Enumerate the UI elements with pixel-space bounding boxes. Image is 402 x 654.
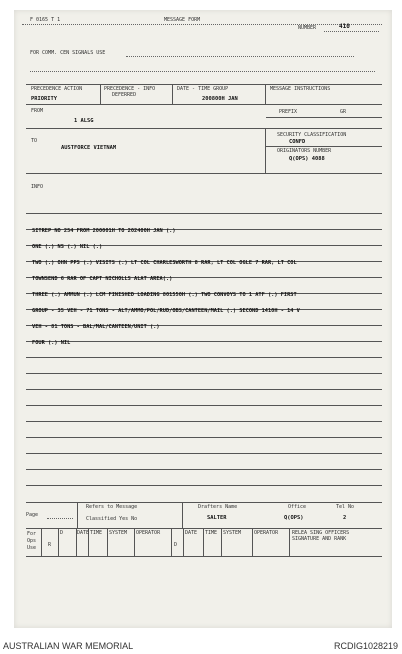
ops-d1-label: D bbox=[60, 530, 64, 536]
ops-col-div bbox=[203, 528, 204, 556]
message-rule bbox=[26, 373, 382, 374]
security-box-left bbox=[265, 128, 266, 173]
footer-credit: AUSTRALIAN WAR MEMORIAL bbox=[3, 641, 134, 651]
drafters-value: SALTER bbox=[207, 515, 227, 521]
message-line-2: ONE (.) NS (.) NIL (.) bbox=[32, 244, 103, 250]
page-label: Page bbox=[26, 512, 39, 518]
drafters-label: Drafters Name bbox=[198, 504, 238, 510]
row3-top-rule bbox=[26, 128, 382, 129]
message-instructions-label: MESSAGE INSTRUCTIONS bbox=[270, 86, 331, 92]
row2-top-rule bbox=[26, 104, 382, 105]
ops-table-top-rule bbox=[26, 528, 382, 529]
footer-record-id: RCDIG1028219 bbox=[333, 641, 398, 651]
precedence-info-label: PRECEDENCE - INFO bbox=[104, 86, 156, 92]
ops-col-date-1: DATE bbox=[77, 530, 90, 536]
bottom-divider-1 bbox=[77, 502, 78, 528]
row1-divider-2 bbox=[172, 84, 173, 104]
row3-bottom-rule bbox=[26, 173, 382, 174]
bottom-top-rule bbox=[26, 502, 382, 503]
ops-d2-label: D bbox=[174, 542, 178, 548]
precedence-action-label: PRECEDENCE ACTION bbox=[31, 86, 83, 92]
ops-col-div bbox=[183, 528, 184, 556]
office-label: Office bbox=[288, 504, 307, 510]
ops-col-operator-2: OPERATOR bbox=[254, 530, 279, 536]
originators-value: Q(OPS) 4088 bbox=[289, 156, 325, 162]
ops-col-div bbox=[171, 528, 172, 556]
number-value: 410 bbox=[339, 23, 350, 30]
ops-col-system-2: SYSTEM bbox=[223, 530, 242, 536]
ops-col-div bbox=[134, 528, 135, 556]
ops-side-label-1: For bbox=[27, 531, 37, 537]
to-value: AUSTFORCE VIETNAM bbox=[61, 145, 117, 151]
message-rule bbox=[26, 421, 382, 422]
originators-label: ORIGINATORS NUMBER bbox=[277, 148, 332, 154]
ops-col-system-1: SYSTEM bbox=[109, 530, 128, 536]
message-line-8: FOUR (.) NIL bbox=[32, 340, 71, 346]
bottom-divider-2 bbox=[182, 502, 183, 528]
message-rule bbox=[26, 469, 382, 470]
precedence-action-value: PRIORITY bbox=[31, 96, 57, 102]
prefix-rule bbox=[266, 117, 382, 118]
tel-label: Tel No bbox=[336, 504, 355, 510]
archive-footer bbox=[0, 640, 402, 654]
ops-col-div bbox=[289, 528, 290, 556]
message-line-1: SITREP NO 254 FROM 200001H TO 202400H JAN (.) bbox=[32, 228, 176, 234]
security-value: CONFD bbox=[289, 139, 306, 145]
message-line-6: GROUP - 35 VEH - 71 TONS - ALT/AMMO/POL/RUD/OBS/CANTEEN/MAIL (.) SECOND 1410H - 14 V bbox=[32, 308, 300, 314]
row1-divider-3 bbox=[265, 84, 266, 104]
ops-r-label: R bbox=[48, 542, 52, 548]
page-rule bbox=[47, 518, 73, 519]
ops-table-bottom-rule bbox=[26, 556, 382, 557]
message-rule bbox=[26, 437, 382, 438]
deferred-label: DEFERRED bbox=[112, 92, 137, 98]
ops-side-label-2: Ops bbox=[27, 538, 37, 544]
security-rule bbox=[266, 146, 382, 147]
releasing-label-2: SIGNATURE AND RANK bbox=[292, 536, 347, 542]
message-rule bbox=[26, 485, 382, 486]
message-line-4: TOWNSEND 6 RAR OF CAPT NICHOLLS ALAT AREA(.) bbox=[32, 276, 173, 282]
ops-col-div bbox=[107, 528, 108, 556]
form-code: F 0165 T 1 bbox=[30, 17, 61, 23]
ops-col-div bbox=[252, 528, 253, 556]
ops-col-operator-1: OPERATOR bbox=[136, 530, 161, 536]
ops-col-div bbox=[58, 528, 59, 556]
from-value: 1 ALSG bbox=[74, 118, 94, 124]
ops-col-div bbox=[221, 528, 222, 556]
ops-col-time-2: TIME bbox=[205, 530, 218, 536]
signals-use-label: FOR COMM. CEN SIGNALS USE bbox=[30, 50, 106, 56]
tel-value: 2 bbox=[343, 515, 347, 521]
message-line-5: THREE (.) AMMUN (.) LCM FINISHED LOADING 801550H (.) TWO CONVOYS TO 1 ATF (.) FIRST bbox=[32, 292, 297, 298]
security-label: SECURITY CLASSIFICATION bbox=[277, 132, 347, 138]
message-rule bbox=[26, 213, 382, 214]
releasing-label-1: RELEA SING OFFICERS bbox=[292, 530, 350, 536]
classified-label: Classified Yes No bbox=[86, 516, 138, 522]
row1-top-rule bbox=[26, 84, 382, 85]
number-rule bbox=[324, 31, 379, 32]
message-line-7: VEH - 81 TONS - BAL/MAL/CANTEEN/UNIT (.) bbox=[32, 324, 160, 330]
office-value: Q(OPS) bbox=[284, 515, 304, 521]
gr-label: GR bbox=[340, 109, 347, 115]
signals-use-rule-2 bbox=[30, 71, 375, 72]
ops-col-date-2: DATE bbox=[185, 530, 198, 536]
message-rule bbox=[26, 389, 382, 390]
number-label: NUMBER bbox=[298, 25, 317, 31]
row1-divider-1 bbox=[100, 84, 101, 104]
from-label: FROM bbox=[31, 108, 44, 114]
info-label: INFO bbox=[31, 184, 44, 190]
ops-col-div bbox=[41, 528, 42, 556]
ops-col-time-1: TIME bbox=[90, 530, 103, 536]
signals-use-rule bbox=[126, 56, 354, 57]
dtg-value: 200800H JAN bbox=[202, 96, 238, 102]
message-rule bbox=[26, 453, 382, 454]
prefix-label: PREFIX bbox=[279, 109, 298, 115]
message-rule bbox=[26, 357, 382, 358]
message-form-sheet bbox=[14, 10, 392, 628]
message-rule bbox=[26, 341, 382, 342]
to-label: TO bbox=[31, 138, 38, 144]
form-title: MESSAGE FORM bbox=[164, 17, 201, 23]
message-rule bbox=[26, 405, 382, 406]
message-line-3: TWO (.) OHN PPS (.) VISITS (.) LT COL CHARLESWORTH 8 RAR, LT COL OGLE 7 RAR, LT COL bbox=[32, 260, 297, 266]
refers-label: Refers to Message bbox=[86, 504, 138, 510]
header-rule bbox=[22, 24, 382, 25]
ops-side-label-3: Use bbox=[27, 545, 37, 551]
dtg-label: DATE - TIME GROUP bbox=[177, 86, 229, 92]
